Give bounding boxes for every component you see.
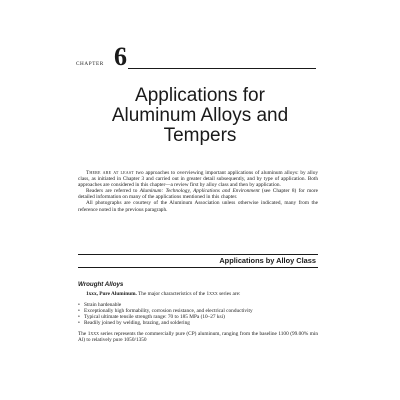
body-paragraph-2 — [78, 331, 318, 344]
chapter-title-line-2: Aluminum Alloys and — [111, 105, 289, 126]
bullet-icon: • — [78, 314, 80, 321]
section-title: Applications by Alloy Class — [219, 256, 316, 265]
intro-paragraph-3: All photographs are courtesy of the Aluminum Association unless otherwise indicated, many from the reference noted in the previous paragraph. — [78, 200, 318, 213]
bullet-icon: • — [78, 301, 80, 308]
chapter-title-line-1: Applications for — [135, 85, 265, 106]
list-item-text: Readily joined by welding, brazing, and soldering — [84, 320, 190, 327]
intro-text — [78, 170, 318, 213]
intro-lead-caps: There are at least — [86, 170, 134, 176]
body-text — [78, 282, 318, 343]
series-heading: 1xxx, Pure Aluminum. — [86, 291, 137, 298]
chapter-title-line-3: Tempers — [163, 125, 237, 146]
list-item — [78, 320, 318, 326]
bullet-icon: • — [78, 320, 80, 327]
body-paragraph-1 — [78, 291, 318, 297]
bullet-icon: • — [78, 307, 80, 314]
intro-paragraph-1 — [78, 170, 318, 188]
chapter-label: CHAPTER — [76, 61, 104, 67]
subhead-wrought-alloys: Wrought Alloys — [78, 281, 124, 288]
intro-p2-book-title: Aluminum: Technology, Applications and Environment — [139, 188, 260, 195]
intro-p2-b: (see Chapter 8) for more detailed information on many of the applications mentioned in this chapter. — [78, 188, 319, 201]
section-heading-bar — [78, 254, 318, 268]
list-item-text: Typical ultimate tensile strength range: 70 to 185 MPa (10–27 ksi) — [84, 314, 225, 321]
chapter-rule — [128, 68, 316, 69]
list-item-text: Exceptionally high formability, corrosion resistance, and electrical conductivity — [84, 307, 253, 314]
intro-p1-text: two approaches to overviewing important applications of aluminum alloys: by alloy class, as initiated in Chapter 3 and carried out in greater detail subsequently, and by type of application. Both approaches are considered in this chapter—a review first by alloy class and then by application. — [78, 170, 318, 189]
body-p1-b: series are: — [217, 291, 241, 298]
chapter-title — [60, 86, 340, 146]
body-p2-series: 1xxx — [87, 330, 100, 337]
chapter-number: 6 — [114, 42, 127, 71]
body-p1-series: 1xxx — [206, 291, 218, 298]
body-p1-a: The major characteristics of the — [136, 291, 207, 298]
intro-paragraph-2 — [78, 188, 318, 200]
body-p2-b: series represents the commercially pure (CP) aluminum, ranging from the baseline 1100 (99.00% min Al) to relatively pure 1050/1350 — [78, 330, 319, 344]
intro-p2-a: Readers are referred to — [86, 188, 140, 195]
list-item-text: Strain hardenable — [84, 301, 122, 308]
characteristics-list — [78, 302, 318, 327]
body-p2-a: The — [78, 330, 88, 337]
